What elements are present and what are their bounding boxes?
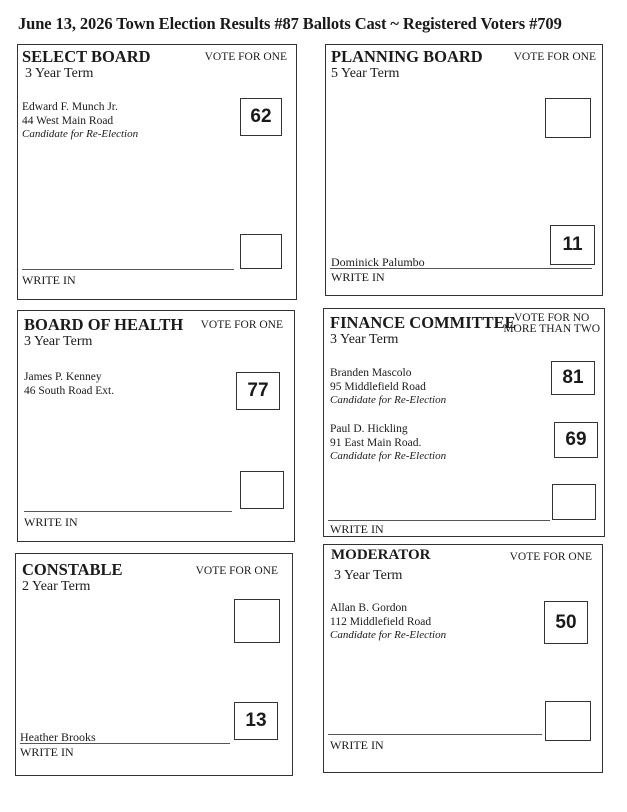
- board-of-health-box: [17, 310, 295, 542]
- candidate: [330, 423, 446, 464]
- write-in-count-box: [240, 234, 282, 269]
- write-in-line: [24, 511, 232, 512]
- vote-count-box: 77: [236, 372, 280, 410]
- select-board-box: [17, 44, 297, 300]
- write-in-label: WRITE IN: [330, 522, 384, 536]
- vote-for-label: VOTE FOR ONE: [200, 319, 283, 331]
- vote-count-box: [234, 599, 280, 643]
- candidate-address: 91 East Main Road.: [330, 436, 422, 449]
- race-title: PLANNING BOARD: [331, 47, 483, 66]
- candidate-name: James P. Kenney: [24, 371, 102, 383]
- candidate-note: Candidate for Re-Election: [330, 450, 447, 462]
- race-term: 2 Year Term: [22, 579, 91, 594]
- race-title: BOARD OF HEALTH: [24, 315, 184, 334]
- candidate: [24, 371, 114, 398]
- vote-for-label: VOTE FOR ONE: [195, 565, 278, 577]
- race-term: 3 Year Term: [334, 568, 403, 583]
- write-in-line: [20, 743, 230, 744]
- race-title: CONSTABLE: [22, 560, 123, 579]
- candidate: [22, 101, 138, 142]
- candidate-note: Candidate for Re-Election: [22, 128, 139, 140]
- race-term: 3 Year Term: [24, 334, 93, 349]
- candidate: [330, 602, 446, 643]
- race-title: FINANCE COMMITTEE: [330, 313, 516, 332]
- candidate-address: 44 West Main Road: [22, 114, 114, 127]
- candidate: [330, 367, 446, 408]
- race-title: MODERATOR: [331, 547, 431, 563]
- candidate-note: Candidate for Re-Election: [330, 629, 447, 641]
- write-in-name: Heather Brooks: [20, 730, 96, 744]
- candidate-name: Allan B. Gordon: [330, 602, 407, 614]
- write-in-count-box: [545, 701, 591, 741]
- vote-for-line-2: MORE THAN TWO: [503, 323, 600, 335]
- write-in-line: [328, 734, 542, 735]
- planning-board-box: [325, 44, 603, 296]
- candidate-note: Candidate for Re-Election: [330, 394, 447, 406]
- race-term: 3 Year Term: [25, 66, 94, 81]
- write-in-label: WRITE IN: [330, 738, 384, 752]
- write-in-label: WRITE IN: [20, 745, 74, 759]
- vote-for-label: VOTE FOR ONE: [509, 551, 592, 563]
- vote-count-box: 69: [554, 422, 598, 458]
- candidate-name: Branden Mascolo: [330, 367, 412, 379]
- write-in-line: [22, 269, 234, 270]
- vote-count-box: 62: [240, 98, 282, 136]
- write-in-line: [328, 520, 550, 521]
- race-term: 5 Year Term: [331, 66, 400, 81]
- write-in-label: WRITE IN: [331, 270, 385, 284]
- write-in-label: WRITE IN: [22, 273, 76, 287]
- write-in-name: Dominick Palumbo: [331, 255, 425, 269]
- vote-count-box: 81: [551, 361, 595, 395]
- constable-box: [15, 553, 293, 776]
- vote-for-line-1: VOTE FOR NO: [513, 312, 590, 324]
- vote-for-label: VOTE FOR ONE: [204, 51, 287, 63]
- vote-count-box: 50: [544, 601, 588, 644]
- race-title: SELECT BOARD: [22, 47, 151, 66]
- moderator-box: [323, 544, 603, 773]
- write-in-count-box: 11: [550, 225, 595, 265]
- write-in-count-box: [240, 471, 284, 509]
- race-term: 3 Year Term: [330, 332, 399, 347]
- finance-committee-box: [323, 308, 605, 537]
- vote-for-label: VOTE FOR ONE: [513, 51, 596, 63]
- write-in-count-box: 13: [234, 702, 278, 740]
- candidate-name: Edward F. Munch Jr.: [22, 101, 118, 113]
- write-in-line: [330, 268, 592, 269]
- candidate-address: 95 Middlefield Road: [330, 380, 426, 393]
- candidate-name: Paul D. Hickling: [330, 423, 408, 435]
- write-in-label: WRITE IN: [24, 515, 78, 529]
- page-header: June 13, 2026 Town Election Results #87 Ballots Cast ~ Registered Voters #709: [18, 14, 562, 33]
- candidate-address: 46 South Road Ext.: [24, 384, 115, 397]
- candidate-address: 112 Middlefield Road: [330, 615, 432, 628]
- vote-count-box: [545, 98, 591, 138]
- vote-for-label: [503, 313, 600, 335]
- write-in-count-box: [552, 484, 596, 520]
